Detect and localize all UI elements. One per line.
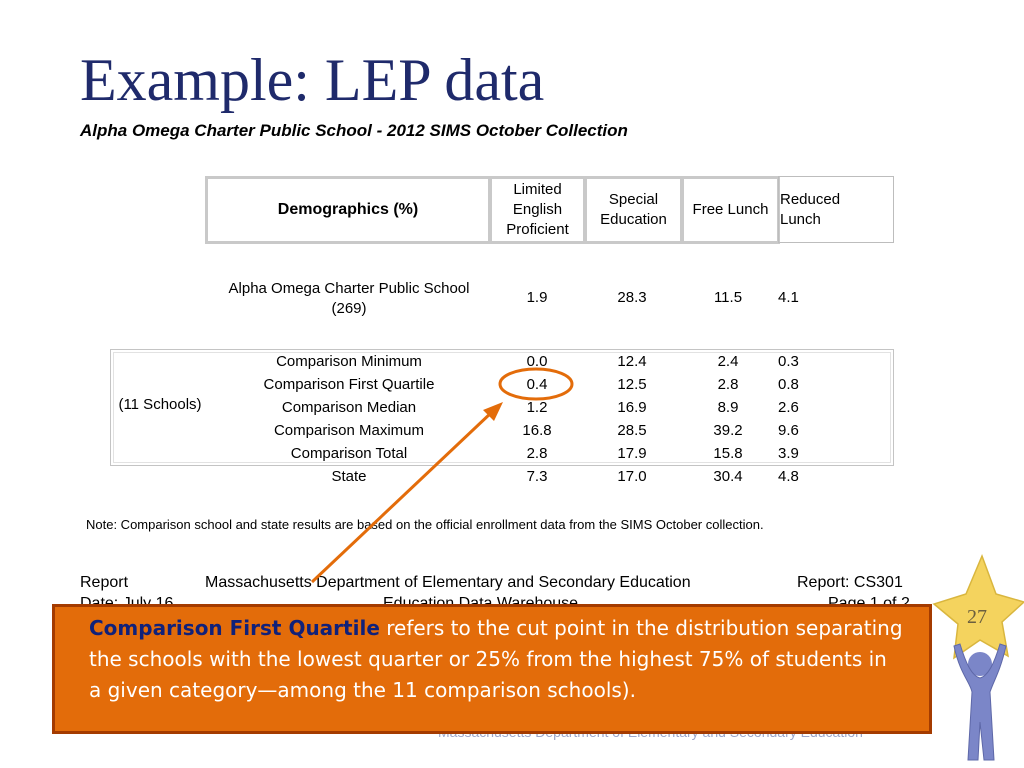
slide-number: 27 <box>967 606 987 628</box>
header-lep: Limited English Proficient <box>506 181 569 238</box>
report-code: Report: CS301 <box>797 574 903 591</box>
school-free-value: 11.5 <box>713 289 743 306</box>
school-lep-value: 1.9 <box>526 289 548 306</box>
row-label-state: State <box>331 468 367 485</box>
school-sped-value: 28.3 <box>617 289 647 306</box>
row-label-minimum: Comparison Minimum <box>276 353 422 370</box>
row-state-lep: 7.3 <box>526 468 548 485</box>
highlight-circle <box>500 369 572 399</box>
row-state-reduced: 4.8 <box>778 468 799 485</box>
report-organization: Massachusetts Department of Elementary and Secondary Education <box>205 574 691 591</box>
callout-text: refers to the cut point in the distribution separating the schools with the lowest quarter or 25% from the highest 75% of students in a given category—among the 11 comparison schools). <box>89 616 903 702</box>
row-first-quartile-reduced: 0.8 <box>778 376 799 393</box>
star-figure-icon <box>920 552 1024 768</box>
table-note: Note: Comparison school and state results are based on the official enrollment data from the SIMS October collection. <box>86 517 764 532</box>
row-label-median: Comparison Median <box>281 399 417 416</box>
row-total-free: 15.8 <box>713 445 743 462</box>
school-row-label: Alpha Omega Charter Public School (269) <box>228 280 470 317</box>
row-maximum-free: 39.2 <box>713 422 743 439</box>
row-total-reduced: 3.9 <box>778 445 799 462</box>
callout-term: Comparison First Quartile <box>89 616 380 640</box>
row-label-total: Comparison Total <box>290 445 408 462</box>
row-median-free: 8.9 <box>717 399 739 416</box>
row-first-quartile-sped: 12.5 <box>617 376 647 393</box>
report-label: Report <box>80 574 129 591</box>
slide-title: Example: LEP data <box>80 47 545 113</box>
row-minimum-free: 2.4 <box>717 353 739 370</box>
row-maximum-reduced: 9.6 <box>778 422 799 439</box>
row-minimum-sped: 12.4 <box>617 353 647 370</box>
row-median-reduced: 2.6 <box>778 399 799 416</box>
row-first-quartile-lep: 0.4 <box>526 376 548 393</box>
row-label-first-quartile: Comparison First Quartile <box>263 376 435 393</box>
school-reduced-value: 4.1 <box>778 289 799 306</box>
row-minimum-lep: 0.0 <box>526 353 548 370</box>
row-maximum-sped: 28.5 <box>617 422 647 439</box>
comparison-group-label: (11 Schools) <box>118 396 202 413</box>
slide-subtitle: Alpha Omega Charter Public School - 2012 SIMS October Collection <box>80 121 628 140</box>
row-total-sped: 17.9 <box>617 445 647 462</box>
row-median-sped: 16.9 <box>617 399 647 416</box>
row-first-quartile-free: 2.8 <box>717 376 739 393</box>
header-reduced: Reduced Lunch <box>780 191 841 228</box>
row-median-lep: 1.2 <box>526 399 548 416</box>
header-free: Free Lunch <box>692 201 769 218</box>
callout-box <box>52 604 932 734</box>
row-minimum-reduced: 0.3 <box>778 353 799 370</box>
header-sped: Special Education <box>600 191 667 228</box>
row-label-maximum: Comparison Maximum <box>273 422 425 439</box>
header-demographics: Demographics (%) <box>277 201 419 218</box>
row-state-free: 30.4 <box>713 468 743 485</box>
row-state-sped: 17.0 <box>617 468 647 485</box>
callout-arrow-line <box>312 412 492 582</box>
row-total-lep: 2.8 <box>526 445 548 462</box>
row-maximum-lep: 16.8 <box>522 422 552 439</box>
